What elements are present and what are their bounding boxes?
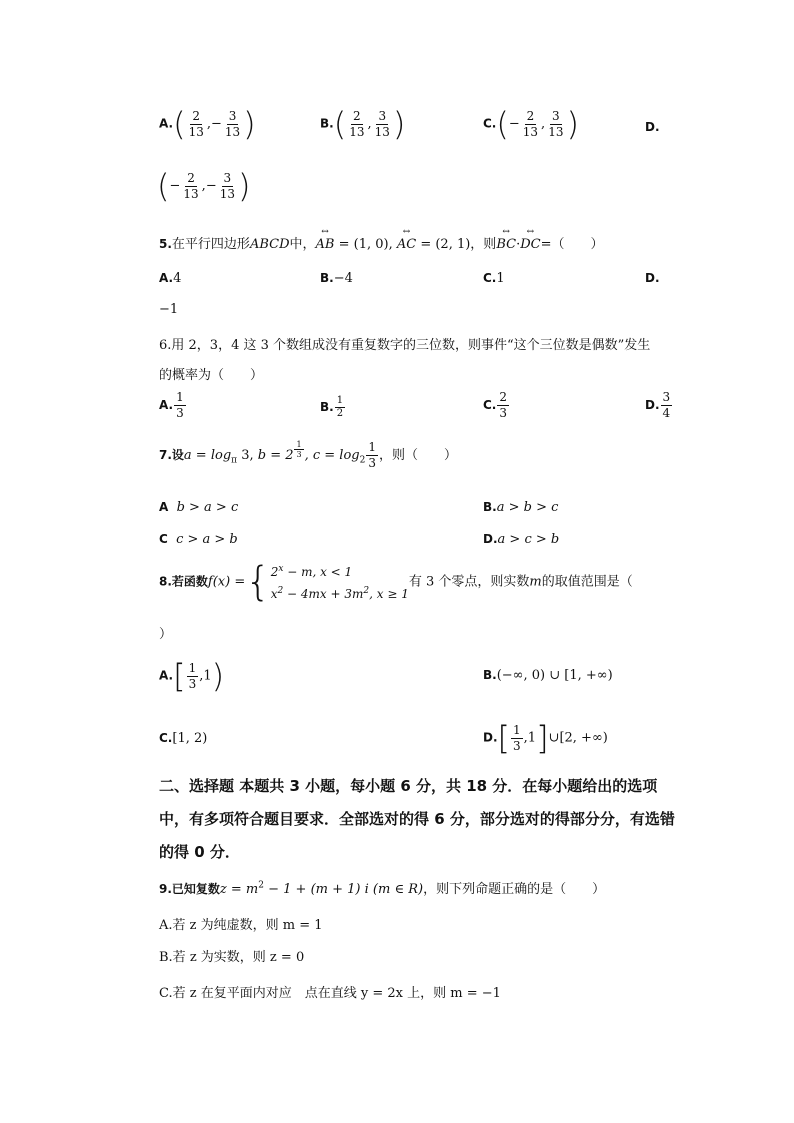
option-label: C. — [483, 116, 497, 131]
q9-stem: 9.已知复数$z = m^2 - 1 + (m + 1)$ i (m ∈ R)，则下列命题正确的是（ ） — [159, 880, 606, 897]
q4-option-d-label[interactable]: D. — [645, 120, 660, 134]
option-label: B. — [320, 116, 334, 131]
q8-option-b[interactable]: B.(−∞, 0) ∪ [1, +∞) — [483, 668, 613, 683]
vector-bc: ↔ BC — [496, 237, 516, 252]
q5-stem: 5.在平行四边形ABCD中，↔ AB = (1, 0), ↔ AC = (2, 1)，则↔ BC·↔ DC=（ ） — [159, 233, 603, 252]
vector-ab: ↔ AB — [316, 237, 335, 252]
q8-option-c[interactable]: C.[1, 2) — [159, 731, 208, 746]
q4-option-a[interactable]: A.( $\frac{2}{13}$ ,− $\frac{3}{13}$ ) — [159, 105, 256, 143]
q5-option-a[interactable]: A.4 — [159, 271, 182, 286]
q7-option-b[interactable]: B.a > b > c — [483, 500, 559, 515]
paren: ) — [392, 105, 406, 143]
fraction: $\frac{3}{13}$ — [374, 108, 390, 139]
q4-option-d-value: (− $\frac{2}{13}$ ,− $\frac{3}{13}$ ) — [157, 167, 251, 205]
q8-stem: 8.若函数f(x) ={ $2^x - m$, x < 1 $x^2 - 4mx + 3m^2$, x ≥ 1 有 3 个零点，则实数m的取值范围是（ — [159, 559, 633, 605]
q5-option-d[interactable]: D. — [645, 271, 660, 285]
fraction: $\frac{3}{13}$ — [224, 108, 241, 139]
fraction: $\frac{1}{2}$ — [336, 395, 344, 419]
q7-stem: 7.设$a = \log_\pi 3$, b = 2 $\frac{1}{3}$ , $c = \log_2$ $\frac{1}{3}$ ，则（ ） — [159, 440, 457, 470]
q5-option-b[interactable]: B.−4 — [320, 271, 353, 286]
paren: ) — [243, 105, 256, 143]
q7-option-c[interactable]: C c > a > b — [159, 532, 238, 547]
fraction: $\frac{3}{13}$ — [548, 108, 564, 139]
paren: ( — [496, 105, 509, 143]
fraction: $\frac{2}{13}$ — [183, 170, 199, 201]
q8-option-a[interactable]: A.[ $\frac{1}{3}$ ,1) — [159, 657, 225, 695]
fraction: $\frac{3}{13}$ — [219, 170, 235, 201]
vector-ac: ↔ AC — [397, 237, 416, 252]
fraction: $\frac{2}{13}$ — [188, 108, 204, 139]
q6-option-b[interactable]: B. $\frac{1}{2}$ — [320, 395, 344, 419]
q7-option-d[interactable]: D.a > c > b — [483, 532, 560, 547]
q6-option-c[interactable]: C. $\frac{2}{3}$ — [483, 390, 508, 420]
piecewise-cases: $2^x - m$, x < 1 $x^2 - 4mx + 3m^2$, x ≥ 1 — [270, 564, 409, 601]
paren: ( — [157, 167, 170, 205]
q9-option-b[interactable]: B.若 z 为实数，则 z = 0 — [159, 950, 305, 965]
q4-option-b[interactable]: B.( $\frac{2}{13}$ , $\frac{3}{13}$ ) — [320, 105, 406, 143]
q7-option-a[interactable]: A b > a > c — [159, 500, 239, 515]
q9-option-c[interactable]: C.若 z 在复平面内对应 点在直线 y = 2x 上，则 m = −1 — [159, 986, 501, 1001]
fraction: $\frac{1}{3}$ — [368, 440, 376, 470]
q5-option-c[interactable]: C.1 — [483, 271, 505, 286]
q8-stem-close: ） — [159, 627, 173, 642]
paren: ) — [238, 167, 251, 205]
section-2-instructions: 二、选择题 本题共 3 小题，每小题 6 分，共 18 分．在每小题给出的选项中，有多项符合题目要求．全部选对的得 6 分，部分选对的得部分分，有选错的得 0 分． — [159, 777, 675, 861]
q8-option-d[interactable]: D.[ $\frac{1}{3}$ ,1]∪[2, +∞) — [483, 719, 608, 757]
q6-stem-line2: 的概率为（ ） — [159, 368, 264, 383]
q6-stem-line1: 6.用 2，3，4 这 3 个数组成没有重复数字的三位数，则事件“这个三位数是偶数”发生 — [159, 338, 651, 353]
paren: ( — [173, 105, 186, 143]
q5-option-d-value: −1 — [159, 302, 179, 317]
fraction: $\frac{1}{3}$ — [513, 722, 521, 753]
q9-option-a[interactable]: A.若 z 为纯虚数，则 m = 1 — [159, 918, 323, 933]
q6-option-d[interactable]: D. $\frac{3}{4}$ — [645, 390, 671, 420]
q6-option-a[interactable]: A. $\frac{1}{3}$ — [159, 390, 184, 420]
paren: ) — [566, 105, 579, 143]
fraction: $\frac{2}{13}$ — [349, 108, 365, 139]
vector-dc: ↔ DC — [520, 237, 540, 252]
fraction: $\frac{2}{13}$ — [522, 108, 539, 139]
fraction: $\frac{2}{3}$ — [499, 390, 508, 420]
fraction: $\frac{1}{3}$ — [188, 660, 197, 691]
fraction: $\frac{1}{3}$ — [176, 390, 184, 420]
piecewise-brace: { — [245, 559, 271, 605]
q4-option-c[interactable]: C.(− $\frac{2}{13}$ , $\frac{3}{13}$ ) — [483, 105, 579, 143]
exponent-fraction: $\frac{1}{3}$ — [296, 440, 302, 459]
option-label: A. — [159, 116, 174, 131]
paren: ( — [333, 105, 347, 143]
fraction: $\frac{3}{4}$ — [662, 390, 671, 420]
